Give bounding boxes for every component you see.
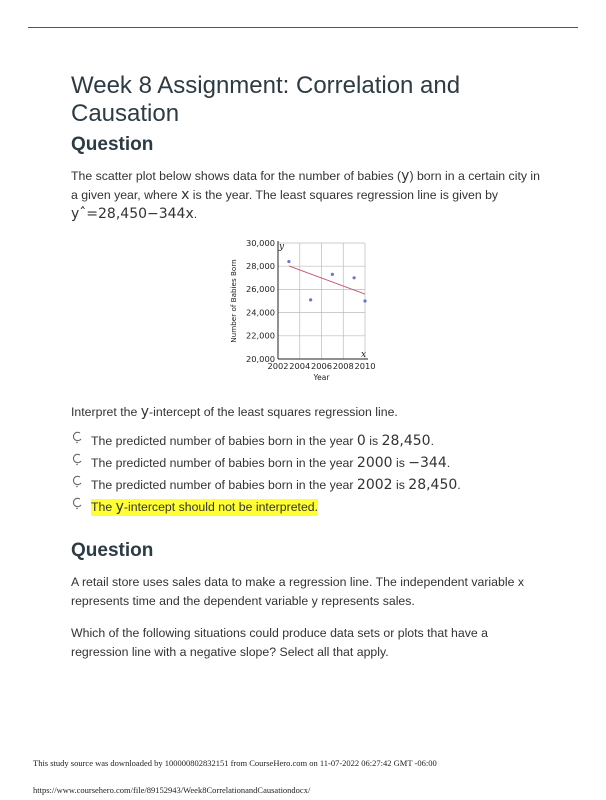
x-axis-variable: x [361, 350, 367, 360]
answer-option[interactable] [71, 430, 541, 452]
question-1-heading: Question [71, 134, 154, 155]
answer-option[interactable] [71, 474, 541, 496]
x-tick-label: 2002 [267, 361, 289, 371]
data-point [353, 276, 356, 279]
y-tick-label: 22,000 [245, 330, 275, 341]
babies-born-scatter-chart [226, 234, 384, 386]
radio-icon[interactable] [71, 496, 83, 510]
option-text-post: . [446, 456, 451, 470]
q1-var-x: x [181, 187, 190, 203]
y-tick-label: 30,000 [245, 237, 275, 248]
option-value-1: 0 [356, 433, 366, 449]
chart-grid [278, 241, 368, 359]
option-text-mid: -intercept should not be interpreted. [123, 500, 319, 514]
question-2-heading: Question [71, 540, 154, 561]
question-2-paragraph-1: A retail store uses sales data to make a regression line. The independent variable x represents time and the dependent variable y represents sales. [71, 575, 524, 608]
radio-icon[interactable] [71, 452, 83, 466]
y-tick-label: 28,000 [245, 261, 275, 271]
y-axis-label: Number of Babies Born [229, 259, 238, 343]
data-point [363, 299, 366, 302]
x-tick-label: 2006 [310, 361, 333, 371]
interpret-var: y [140, 404, 150, 420]
option-text-pre: The predicted number of babies born in the year [91, 478, 357, 492]
radio-icon[interactable] [71, 430, 83, 444]
option-text-post: . [457, 478, 461, 492]
option-text-pre: The [91, 500, 116, 514]
page-title: Week 8 Assignment: Correlation and Causation [71, 72, 461, 127]
option-value-1: y [115, 499, 124, 515]
option-value-1: 2002 [356, 477, 393, 493]
answer-options [71, 430, 541, 518]
radio-icon[interactable] [71, 474, 83, 488]
x-tick-labels [267, 361, 375, 371]
option-text-pre: The predicted number of babies born in the year [91, 456, 357, 470]
option-text-mid: is [365, 434, 382, 448]
question-1-text [71, 167, 541, 224]
x-tick-label: 2004 [289, 361, 311, 371]
source-url: https://www.coursehero.com/file/89152943/Week8CorrelationandCausationdocx/ [33, 785, 311, 795]
y-tick-label: 24,000 [245, 307, 275, 318]
interpret-prefix: Interpret the [71, 405, 141, 419]
regression-line [289, 266, 365, 294]
data-point [331, 273, 334, 276]
download-notice: This study source was downloaded by 100000802832151 from CourseHero.com on 11-07-2022 06:27:42 GMT -06:00 [33, 758, 437, 768]
x-axis-label: Year [313, 373, 330, 382]
option-text-mid: is [392, 478, 409, 492]
option-text-pre: The predicted number of babies born in the year [91, 434, 357, 448]
option-text-post: . [430, 434, 434, 448]
q1-text-part1: The scatter plot below shows data for the number of babies ( [71, 169, 402, 183]
y-tick-labels [246, 238, 275, 364]
q1-var-y: y [401, 168, 410, 184]
answer-option-text [91, 433, 434, 450]
answer-option-text [91, 477, 461, 494]
option-value-2: 28,450 [381, 433, 431, 449]
option-value-2: −344 [408, 455, 447, 471]
x-tick-label: 2010 [354, 361, 376, 371]
answer-option-selected[interactable] [71, 496, 541, 518]
y-tick-label: 26,000 [245, 284, 275, 295]
q1-equation: yˆ=28,450−344x [71, 206, 194, 222]
q1-text-part3: is the year. The least squares regression line is given by [189, 188, 499, 202]
q1-text-part4: . [193, 207, 198, 221]
q1-text-part2: ) born in a certain city in a given year, where [71, 169, 540, 202]
data-point [287, 260, 290, 263]
option-value-2: 28,450 [408, 477, 458, 493]
answer-option[interactable] [71, 452, 541, 474]
y-tick-label: 20,000 [245, 353, 275, 364]
question-2-paragraph-2: Which of the following situations could produce data sets or plots that have a regression line with a negative slope? Select all that apply. [71, 626, 488, 659]
answer-option-text [91, 455, 450, 472]
data-point [309, 298, 312, 301]
x-tick-label: 2008 [332, 361, 354, 371]
y-axis-variable: y [279, 242, 285, 252]
interpret-suffix: -intercept of the least squares regression line. [149, 405, 398, 419]
option-value-1: 2000 [356, 455, 393, 471]
interpret-prompt [71, 403, 541, 422]
answer-option-text-highlighted [91, 499, 318, 516]
option-text-mid: is [392, 456, 409, 470]
top-divider [28, 27, 578, 28]
